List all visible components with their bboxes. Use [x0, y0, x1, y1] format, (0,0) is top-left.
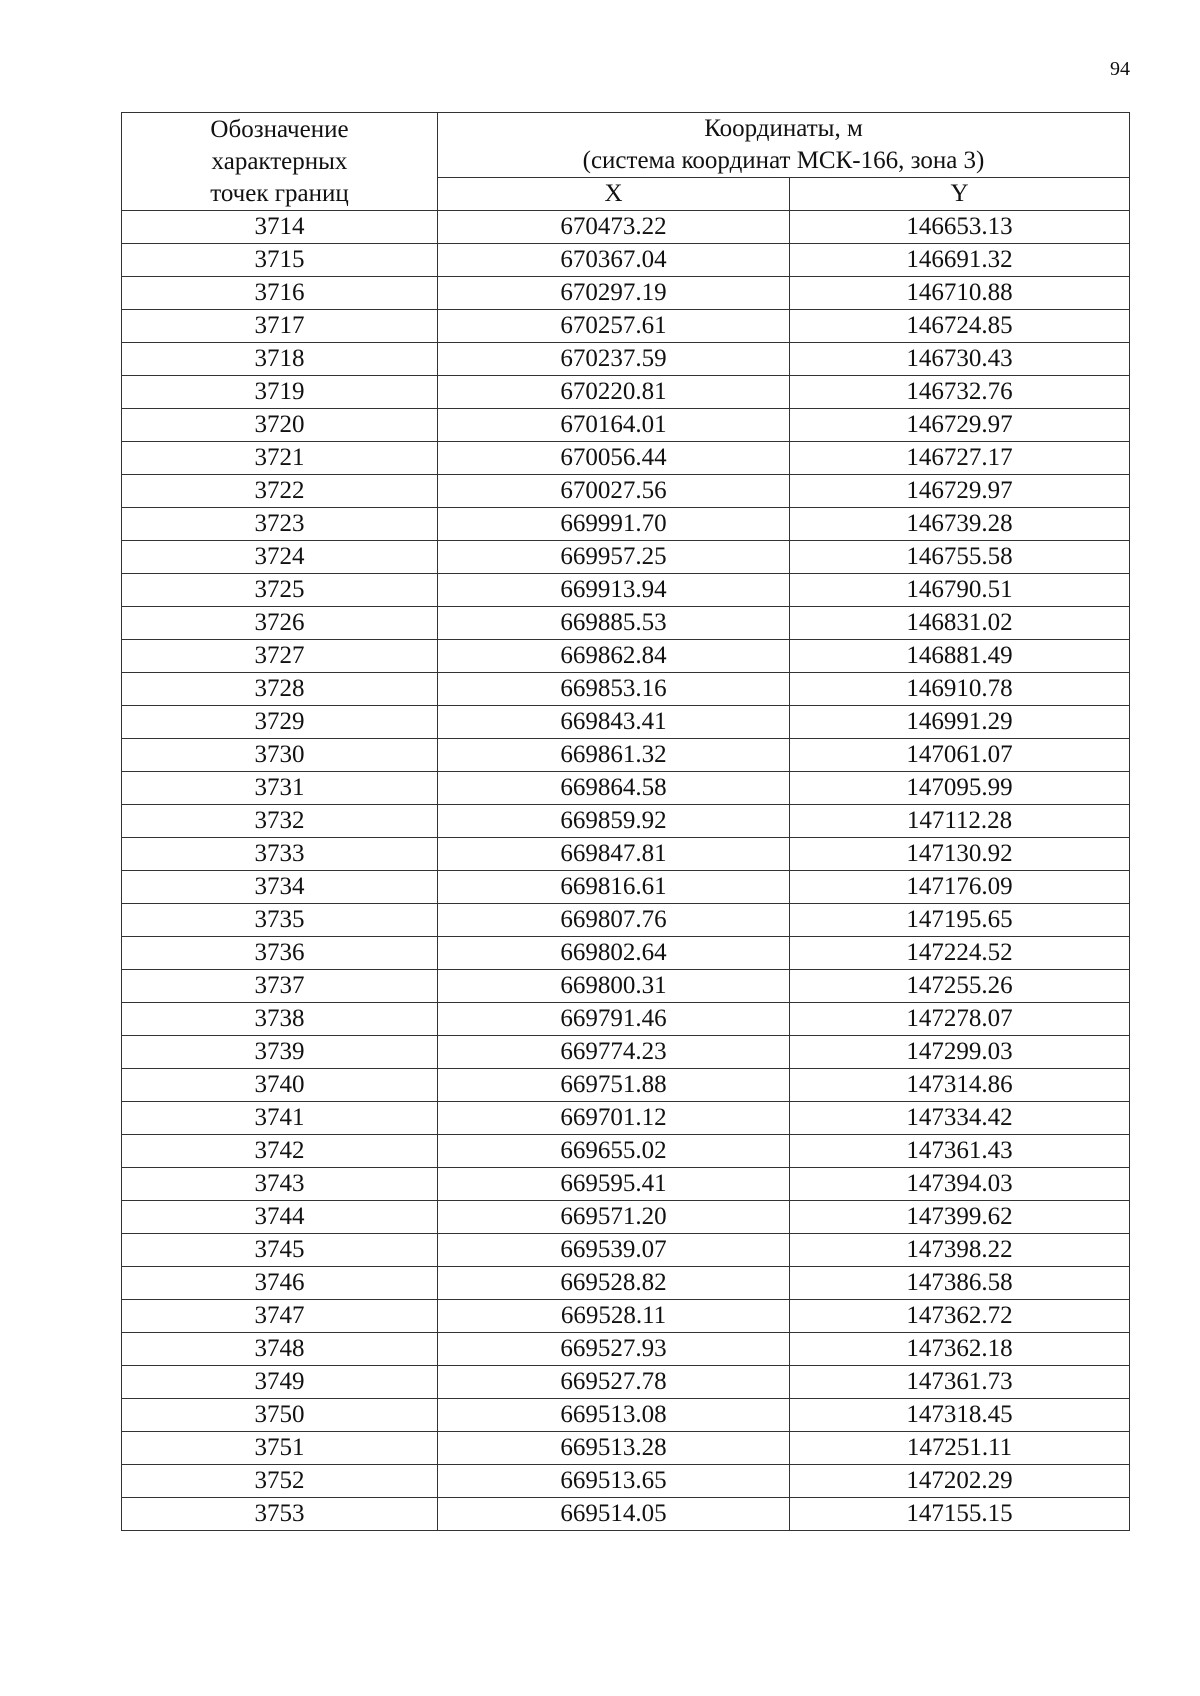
table-row	[122, 541, 1130, 574]
x-cell: 670027.56	[438, 475, 790, 508]
y-cell: 146653.13	[790, 211, 1130, 244]
y-cell: 147278.07	[790, 1003, 1130, 1036]
coords-header-line: Координаты, м	[704, 115, 863, 142]
point-cell: 3745	[122, 1234, 438, 1267]
x-cell: 669571.20	[438, 1201, 790, 1234]
point-cell: 3753	[122, 1498, 438, 1531]
y-cell: 147155.15	[790, 1498, 1130, 1531]
y-cell: 147334.42	[790, 1102, 1130, 1135]
point-cell: 3717	[122, 310, 438, 343]
x-cell: 669859.92	[438, 805, 790, 838]
table-row	[122, 871, 1130, 904]
table-row	[122, 1333, 1130, 1366]
x-cell: 669802.64	[438, 937, 790, 970]
point-cell: 3738	[122, 1003, 438, 1036]
y-cell: 146831.02	[790, 607, 1130, 640]
point-cell: 3730	[122, 739, 438, 772]
y-cell: 146755.58	[790, 541, 1130, 574]
x-cell: 669862.84	[438, 640, 790, 673]
point-cell: 3728	[122, 673, 438, 706]
y-cell: 147398.22	[790, 1234, 1130, 1267]
x-cell: 669807.76	[438, 904, 790, 937]
y-cell: 147362.72	[790, 1300, 1130, 1333]
x-column-header: X	[438, 178, 790, 211]
x-cell: 669655.02	[438, 1135, 790, 1168]
x-cell: 670056.44	[438, 442, 790, 475]
table-row	[122, 442, 1130, 475]
y-cell: 147386.58	[790, 1267, 1130, 1300]
y-cell: 147299.03	[790, 1036, 1130, 1069]
table-row	[122, 211, 1130, 244]
y-cell: 147061.07	[790, 739, 1130, 772]
y-cell: 146732.76	[790, 376, 1130, 409]
point-cell: 3736	[122, 937, 438, 970]
y-cell: 146910.78	[790, 673, 1130, 706]
table-row	[122, 1498, 1130, 1531]
table-row	[122, 1234, 1130, 1267]
x-cell: 669864.58	[438, 772, 790, 805]
x-cell: 669791.46	[438, 1003, 790, 1036]
y-cell: 147224.52	[790, 937, 1130, 970]
y-cell: 146691.32	[790, 244, 1130, 277]
x-cell: 669539.07	[438, 1234, 790, 1267]
table-row	[122, 805, 1130, 838]
table-row	[122, 1102, 1130, 1135]
point-header-line: Обозначение	[210, 115, 349, 143]
table-row	[122, 838, 1130, 871]
table-row	[122, 244, 1130, 277]
x-cell: 670237.59	[438, 343, 790, 376]
x-cell: 669847.81	[438, 838, 790, 871]
x-cell: 669528.11	[438, 1300, 790, 1333]
x-cell: 669800.31	[438, 970, 790, 1003]
point-cell: 3739	[122, 1036, 438, 1069]
x-cell: 669513.28	[438, 1432, 790, 1465]
x-cell: 670473.22	[438, 211, 790, 244]
table-row	[122, 706, 1130, 739]
y-cell: 147251.11	[790, 1432, 1130, 1465]
y-cell: 146991.29	[790, 706, 1130, 739]
y-cell: 146724.85	[790, 310, 1130, 343]
coordinates-column-header	[438, 113, 1130, 178]
y-cell: 147095.99	[790, 772, 1130, 805]
point-cell: 3715	[122, 244, 438, 277]
y-column-header: Y	[790, 178, 1130, 211]
point-cell: 3732	[122, 805, 438, 838]
x-cell: 670164.01	[438, 409, 790, 442]
table-row	[122, 1135, 1130, 1168]
page-number: 94	[1110, 58, 1130, 80]
y-cell: 147399.62	[790, 1201, 1130, 1234]
x-cell: 669527.78	[438, 1366, 790, 1399]
point-cell: 3747	[122, 1300, 438, 1333]
point-cell: 3722	[122, 475, 438, 508]
table-row	[122, 739, 1130, 772]
x-cell: 669991.70	[438, 508, 790, 541]
x-cell: 669957.25	[438, 541, 790, 574]
table-row	[122, 772, 1130, 805]
y-cell: 147130.92	[790, 838, 1130, 871]
table-header	[122, 113, 1130, 211]
table-row	[122, 1201, 1130, 1234]
x-cell: 669514.05	[438, 1498, 790, 1531]
x-cell: 669751.88	[438, 1069, 790, 1102]
y-cell: 146739.28	[790, 508, 1130, 541]
table-row	[122, 574, 1130, 607]
point-cell: 3733	[122, 838, 438, 871]
x-cell: 670220.81	[438, 376, 790, 409]
table-row	[122, 904, 1130, 937]
x-cell: 670257.61	[438, 310, 790, 343]
y-cell: 146727.17	[790, 442, 1130, 475]
point-cell: 3729	[122, 706, 438, 739]
y-cell: 147112.28	[790, 805, 1130, 838]
point-cell: 3727	[122, 640, 438, 673]
y-cell: 146729.97	[790, 475, 1130, 508]
y-cell: 147394.03	[790, 1168, 1130, 1201]
table-row	[122, 640, 1130, 673]
table-row	[122, 1168, 1130, 1201]
table-row	[122, 1267, 1130, 1300]
point-cell: 3749	[122, 1366, 438, 1399]
y-cell: 147176.09	[790, 871, 1130, 904]
table-row	[122, 475, 1130, 508]
y-cell: 147202.29	[790, 1465, 1130, 1498]
table-row	[122, 409, 1130, 442]
table-row	[122, 1366, 1130, 1399]
point-cell: 3714	[122, 211, 438, 244]
y-cell: 147255.26	[790, 970, 1130, 1003]
point-cell: 3746	[122, 1267, 438, 1300]
table-row	[122, 1036, 1130, 1069]
y-cell: 146710.88	[790, 277, 1130, 310]
point-header-line: точек границ	[210, 179, 349, 207]
point-header-line: характерных	[211, 147, 348, 175]
table-row	[122, 1003, 1130, 1036]
point-column-header	[122, 113, 438, 211]
table-row	[122, 1069, 1130, 1102]
y-cell: 147361.73	[790, 1366, 1130, 1399]
table-row	[122, 1399, 1130, 1432]
point-cell: 3751	[122, 1432, 438, 1465]
y-cell: 146730.43	[790, 343, 1130, 376]
x-cell: 669861.32	[438, 739, 790, 772]
table-row	[122, 673, 1130, 706]
point-cell: 3723	[122, 508, 438, 541]
table-row	[122, 970, 1130, 1003]
x-cell: 670297.19	[438, 277, 790, 310]
x-cell: 669885.53	[438, 607, 790, 640]
coords-header-line: (система координат МСК-166, зона 3)	[582, 147, 985, 174]
y-cell: 146790.51	[790, 574, 1130, 607]
coordinates-table	[121, 112, 1130, 1531]
x-cell: 669853.16	[438, 673, 790, 706]
point-cell: 3720	[122, 409, 438, 442]
point-cell: 3716	[122, 277, 438, 310]
y-cell: 147361.43	[790, 1135, 1130, 1168]
point-cell: 3725	[122, 574, 438, 607]
x-cell: 669843.41	[438, 706, 790, 739]
point-cell: 3721	[122, 442, 438, 475]
point-cell: 3740	[122, 1069, 438, 1102]
table-row	[122, 937, 1130, 970]
point-cell: 3731	[122, 772, 438, 805]
point-cell: 3724	[122, 541, 438, 574]
y-cell: 147362.18	[790, 1333, 1130, 1366]
point-cell: 3748	[122, 1333, 438, 1366]
x-cell: 669513.08	[438, 1399, 790, 1432]
point-cell: 3744	[122, 1201, 438, 1234]
y-cell: 147314.86	[790, 1069, 1130, 1102]
table-row	[122, 343, 1130, 376]
y-cell: 146881.49	[790, 640, 1130, 673]
x-cell: 669513.65	[438, 1465, 790, 1498]
x-cell: 669527.93	[438, 1333, 790, 1366]
y-cell: 146729.97	[790, 409, 1130, 442]
table-row	[122, 1465, 1130, 1498]
point-cell: 3743	[122, 1168, 438, 1201]
x-cell: 669816.61	[438, 871, 790, 904]
point-cell: 3719	[122, 376, 438, 409]
y-cell: 147318.45	[790, 1399, 1130, 1432]
table-body	[122, 211, 1130, 1531]
point-cell: 3737	[122, 970, 438, 1003]
point-cell: 3718	[122, 343, 438, 376]
point-cell: 3750	[122, 1399, 438, 1432]
x-cell: 669774.23	[438, 1036, 790, 1069]
point-cell: 3752	[122, 1465, 438, 1498]
point-cell: 3735	[122, 904, 438, 937]
table-row	[122, 277, 1130, 310]
point-cell: 3726	[122, 607, 438, 640]
y-cell: 147195.65	[790, 904, 1130, 937]
table-row	[122, 376, 1130, 409]
table-row	[122, 508, 1130, 541]
table-row	[122, 1300, 1130, 1333]
table-row	[122, 1432, 1130, 1465]
x-cell: 669913.94	[438, 574, 790, 607]
point-cell: 3741	[122, 1102, 438, 1135]
table-row	[122, 310, 1130, 343]
table-row	[122, 607, 1130, 640]
x-cell: 670367.04	[438, 244, 790, 277]
point-cell: 3734	[122, 871, 438, 904]
x-cell: 669595.41	[438, 1168, 790, 1201]
x-cell: 669528.82	[438, 1267, 790, 1300]
point-cell: 3742	[122, 1135, 438, 1168]
x-cell: 669701.12	[438, 1102, 790, 1135]
